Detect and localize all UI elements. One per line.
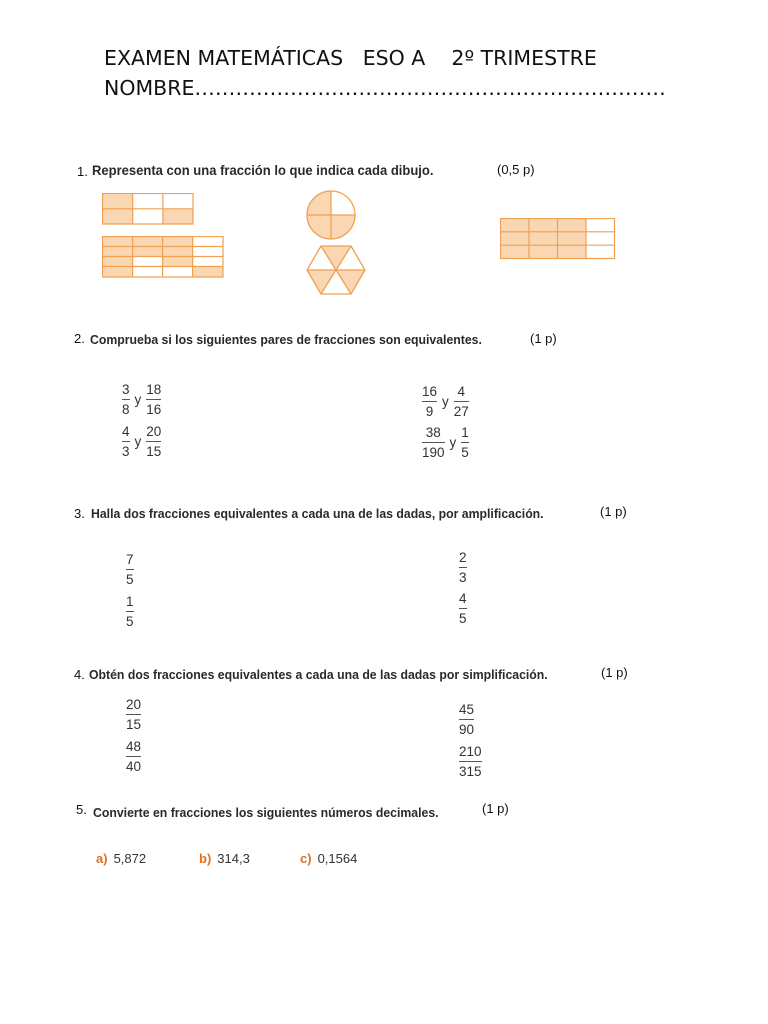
q5-statement: Convierte en fracciones los siguientes números decimales. — [93, 805, 439, 820]
q2-pair-1: $\frac{3}{8}$ y $\frac{18}{16}$ — [122, 382, 162, 417]
fraction: $\frac{20}{15}$ — [146, 424, 162, 459]
exam-title: EXAMEN MATEMÁTICAS ESO A 2º TRIMESTRE — [104, 46, 597, 70]
fraction-drawing-circle — [305, 189, 357, 241]
q2-number: 2. — [74, 331, 85, 346]
q1-number: 1. — [77, 164, 88, 179]
q5-item-a: a) 5,872 — [96, 851, 147, 866]
fraction-drawing-rect-4x4 — [102, 236, 224, 278]
fraction: $\frac{1}{5}$ — [461, 425, 469, 460]
q1-statement: Representa con una fracción lo que indica cada dibujo. — [92, 162, 434, 178]
fraction-drawing-hexagon — [305, 244, 367, 296]
q2-pair-2: $\frac{4}{3}$ y $\frac{20}{15}$ — [122, 424, 162, 459]
q3-fraction-1: 7 5 — [126, 552, 134, 587]
fraction: $\frac{3}{8}$ — [122, 382, 130, 417]
q4-fraction-2: 48 40 — [126, 739, 142, 774]
name-line: NOMBRE…………………………………………………………… — [104, 76, 666, 100]
q5-item-c: c) 0,1564 — [300, 851, 358, 866]
fraction: $\frac{4}{27}$ — [453, 384, 469, 419]
q2-pair-3: $\frac{16}{9}$ y $\frac{4}{27}$ — [422, 384, 469, 419]
q1-points: (0,5 p) — [497, 162, 535, 177]
q4-fraction-4: 210 315 — [459, 744, 482, 779]
fraction: $\frac{16}{9}$ — [422, 384, 438, 419]
q3-fraction-3: 2 3 — [459, 550, 467, 585]
q4-fraction-1: 20 15 — [126, 697, 142, 732]
q2-pair-4: $\frac{38}{190}$ y $\frac{1}{5}$ — [422, 425, 469, 460]
q4-number: 4. — [74, 667, 85, 682]
fraction-drawing-rect-2x3 — [102, 193, 194, 225]
q5-points: (1 p) — [482, 801, 509, 816]
q2-points: (1 p) — [530, 331, 557, 346]
q2-statement: Comprueba si los siguientes pares de fracciones son equivalentes. — [90, 332, 482, 347]
fraction: $\frac{4}{3}$ — [122, 424, 130, 459]
q3-fraction-2: 1 5 — [126, 594, 134, 629]
q5-number: 5. — [76, 802, 87, 817]
fraction-drawing-rect-3x4 — [500, 218, 616, 260]
fraction: $\frac{18}{16}$ — [146, 382, 162, 417]
fraction: $\frac{38}{190}$ — [422, 425, 445, 460]
q3-statement: Halla dos fracciones equivalentes a cada una de las dadas, por amplificación. — [91, 506, 544, 521]
q4-points: (1 p) — [601, 665, 628, 680]
q4-statement: Obtén dos fracciones equivalentes a cada una de las dadas por simplificación. — [89, 667, 548, 682]
q3-fraction-4: 4 5 — [459, 591, 467, 626]
q3-points: (1 p) — [600, 504, 627, 519]
q5-item-b: b) 314,3 — [199, 851, 250, 866]
q4-fraction-3: 45 90 — [459, 702, 475, 737]
q3-number: 3. — [74, 506, 85, 521]
